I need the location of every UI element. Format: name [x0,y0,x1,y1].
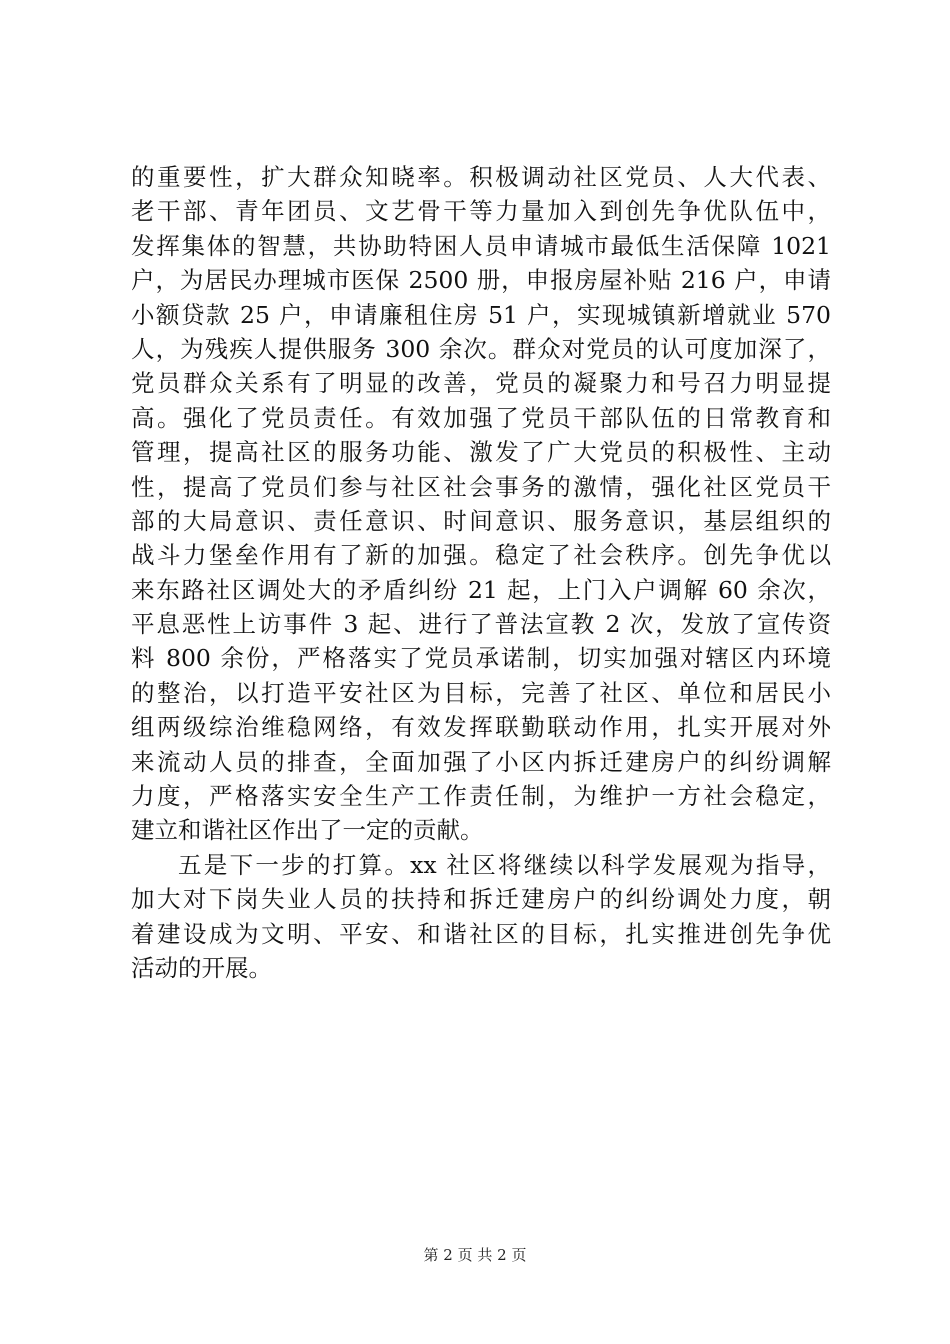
text-line: 小额贷款 25 户，申请廉租住房 51 户，实现城镇新增就业 570 [131,300,831,329]
text-line: 性，提高了党员们参与社区社会事务的激情，强化社区党员干 [131,472,831,501]
paragraph-1 [131,160,831,848]
text-line: 着建设成为文明、平安、和谐社区的目标，扎实推进创先争优 [131,919,831,948]
text-line: 户，为居民办理城市医保 2500 册，申报房屋补贴 216 户，申请 [131,266,831,295]
text-line: 高。强化了党员责任。有效加强了党员干部队伍的日常教育和 [131,403,831,432]
text-line: 人，为残疾人提供服务 300 余次。群众对党员的认可度加深了， [131,334,831,363]
text-line: 发挥集体的智慧，共协助特困人员申请城市最低生活保障 1021 [131,231,831,260]
text-line: 组两级综治维稳网络，有效发挥联勤联动作用，扎实开展对外 [131,713,831,742]
text-line: 的重要性，扩大群众知晓率。积极调动社区党员、人大代表、 [131,163,831,191]
document-body [131,160,831,985]
text-line: 来流动人员的排查，全面加强了小区内拆迁建房户的纠纷调解 [131,747,831,776]
text-line: 活动的开展。 [131,953,272,982]
text-line: 平息恶性上访事件 3 起、进行了普法宣教 2 次，发放了宣传资 [131,610,831,639]
text-line: 党员群众关系有了明显的改善，党员的凝聚力和号召力明显提 [131,369,831,398]
text-line: 部的大局意识、责任意识、时间意识、服务意识，基层组织的 [131,506,831,535]
text-line: 加大对下岗失业人员的扶持和拆迁建房户的纠纷调处力度，朝 [131,885,831,914]
text-line: 料 800 余份，严格落实了党员承诺制，切实加强对辖区内环境 [131,644,831,673]
text-line: 来东路社区调处大的矛盾纠纷 21 起，上门入户调解 60 余次， [131,575,831,604]
text-line: 五是下一步的打算。xx 社区将继续以科学发展观为指导， [178,850,831,879]
paragraph-2 [131,848,831,986]
text-line: 的整治，以打造平安社区为目标，完善了社区、单位和居民小 [131,678,831,707]
text-line: 老干部、青年团员、文艺骨干等力量加入到创先争优队伍中， [131,197,831,226]
page-number-footer: 第 2 页 共 2 页 [423,1246,527,1264]
text-line: 战斗力堡垒作用有了新的加强。稳定了社会秩序。创先争优以 [131,541,831,570]
text-line: 力度，严格落实安全生产工作责任制，为维护一方社会稳定， [131,782,831,811]
text-line: 建立和谐社区作出了一定的贡献。 [131,816,484,845]
text-line: 管理，提高社区的服务功能、激发了广大党员的积极性、主动 [131,438,831,467]
